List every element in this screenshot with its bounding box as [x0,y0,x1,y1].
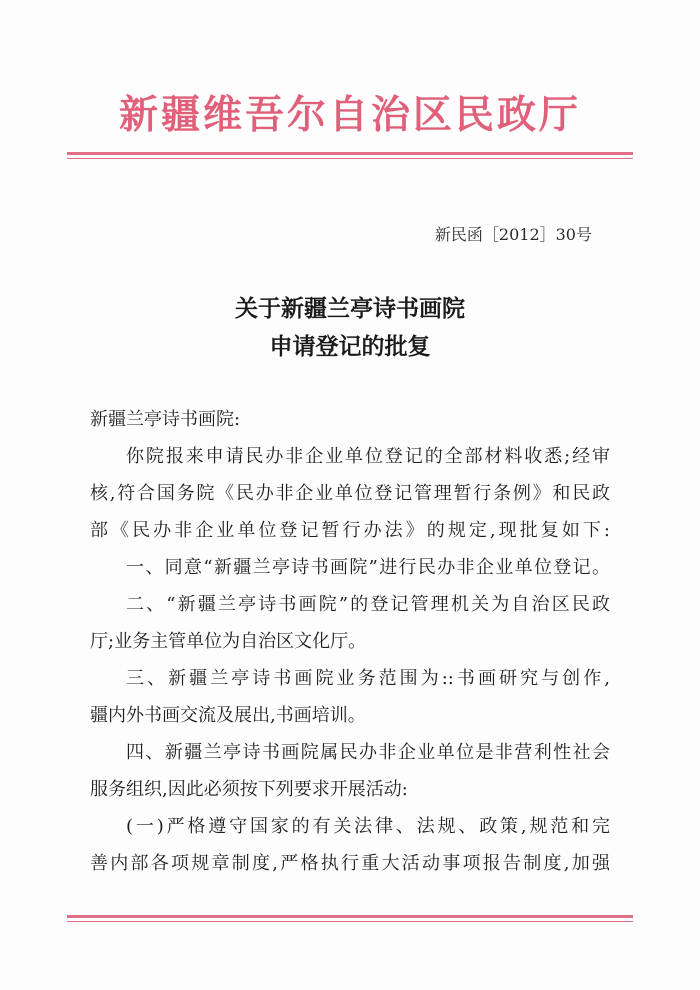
body-line: 疆内外书画交流及展出,书画培训。 [90,705,366,726]
body-line: 四、新疆兰亭诗书画院属民办非企业单位是非营利性社会 [126,742,610,763]
issuing-organization-header: 新疆维吾尔自治区民政厅 [118,92,581,138]
body-line: (一)严格遵守国家的有关法律、法规、政策,规范和完 [126,816,610,837]
document-title-line-1: 关于新疆兰亭诗书画院 [235,296,465,322]
body-line: 核,符合国务院《民办非企业单位登记管理暂行条例》和民政 [90,483,610,504]
header-divider-thin [67,158,633,159]
document-number: 新民函［2012］30号 [434,225,592,244]
body-line: 善内部各项规章制度,严格执行重大活动事项报告制度,加强 [90,853,610,874]
body-line: 一、同意“新疆兰亭诗书画院”进行民办非企业单位登记。 [126,557,610,578]
footer-divider-thick [67,915,633,918]
document-title-line-2: 申请登记的批复 [269,334,431,360]
footer-divider [67,915,633,922]
header-divider-thick [67,152,633,155]
header-divider [67,152,633,159]
body-line: 服务组织,因此必须按下列要求开展活动: [90,779,408,800]
salutation: 新疆兰亭诗书画院: [90,409,241,430]
body-line: 二、“新疆兰亭诗书画院”的登记管理机关为自治区民政 [126,594,610,615]
body-line: 部《民办非企业单位登记暂行办法》的规定,现批复如下: [90,520,610,541]
body-line: 三、新疆兰亭诗书画院业务范围为::书画研究与创作, [126,668,610,689]
body-line: 厅;业务主管单位为自治区文化厅。 [90,631,367,652]
footer-divider-thin [67,921,633,922]
body-line: 你院报来申请民办非企业单位登记的全部材料收悉;经审 [126,446,610,467]
